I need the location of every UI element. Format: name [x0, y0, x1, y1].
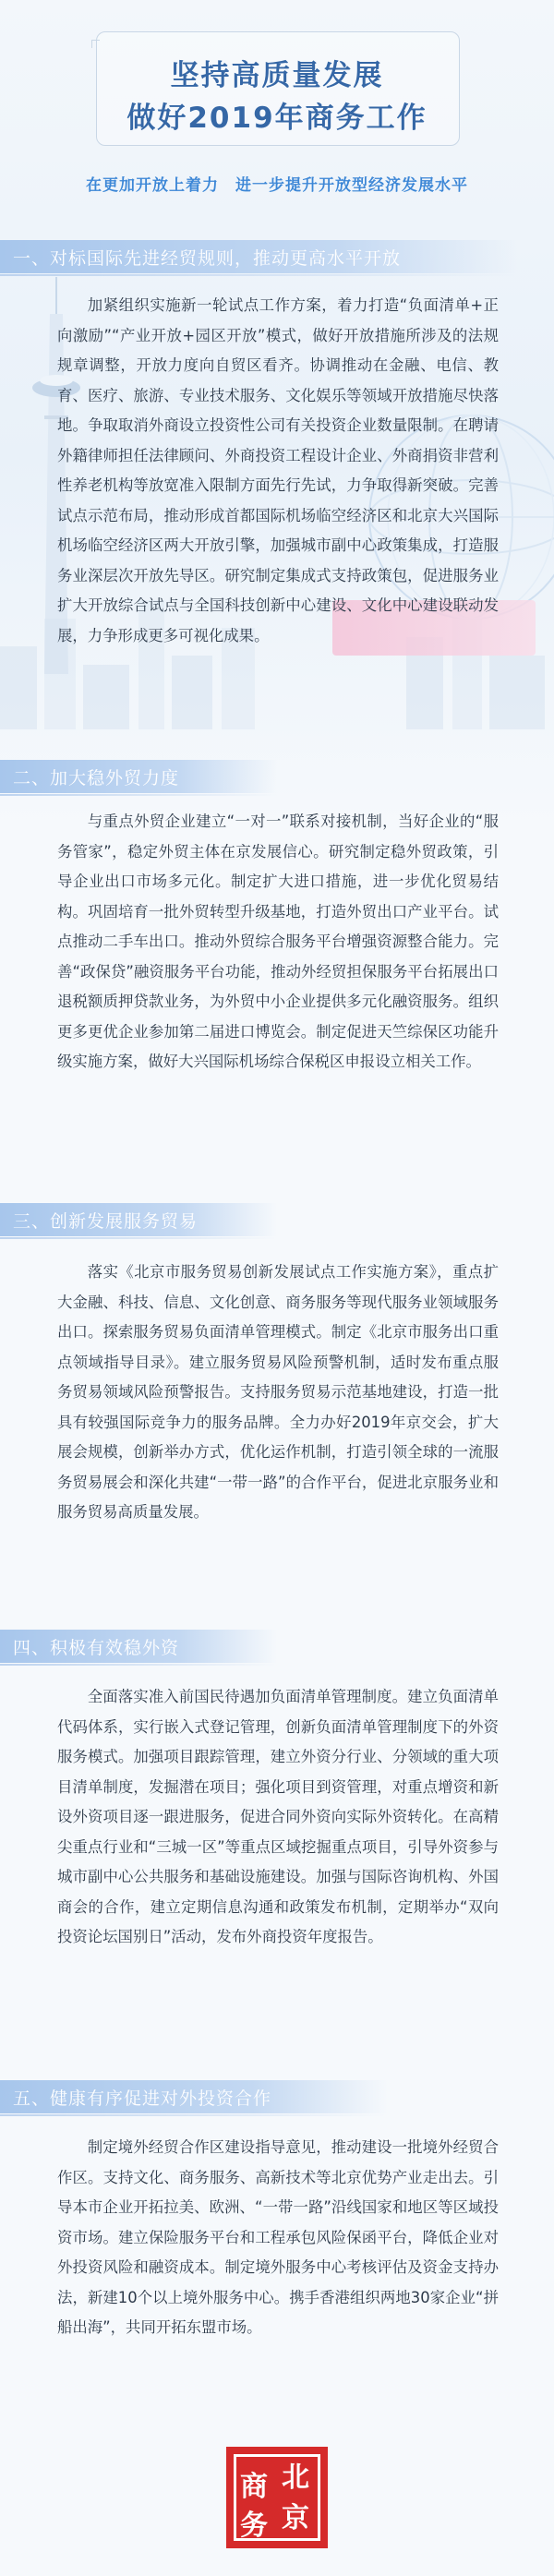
section-heading-4: 四、积极有效稳外资: [0, 1630, 277, 1663]
seal-char-3: 务: [240, 2510, 268, 2542]
seal-char-2: 北: [282, 2462, 309, 2494]
page-title-line-1: 坚持高质量发展: [170, 59, 384, 92]
section-body-4: 全面落实准入前国民待遇加负面清单管理制度。建立负面清单代码体系，实行嵌入式登记管理，创新负面清单管理制度下的外资服务模式。加强项目跟踪管理，建立外资分行业、分领域的重大项目清单制度，发掘潜在项目；强化项目到资管理，对重点增资和新设外资项目逐一跟进服务，促进合同外资向实际外资转化。在高精尖重点行业和“三城一区”等重点区域挖掘重点项目，引导外资参与城市副中心公共服务和基础设施建设。加强与国际咨询机构、外国商会的合作，建立定期信息沟通和政策发布机制，定期举办“双向投资论坛国别日”活动，发布外商投资年度报告。: [57, 1688, 499, 1945]
section-body-5: 制定境外经贸合作区建设指导意见，推动建设一批境外经贸合作区。支持文化、商务服务、高新技术等北京优势产业走出去。引导本市企业开拓拉美、欧洲、“一带一路”沿线国家和地区等区域投资市场。建立保险服务平台和工程承包风险保函平台，降低企业对外投资风险和融资成本。制定境外服务中心考核评估及资金支持办法，新建10个以上境外服务中心。携手香港组织两地30家企业“拼船出海”，共同开拓东盟市场。: [57, 2138, 499, 2336]
section-heading-1: 一、对标国际先进经贸规则，推动更高水平开放: [0, 240, 517, 273]
section-body-3: 落实《北京市服务贸易创新发展试点工作实施方案》，重点扩大金融、科技、信息、文化创意、商务服务等现代服务业领域服务出口。探索服务贸易负面清单管理模式。制定《北京市服务出口重点领域指导目录》。建立服务贸易风险预警机制，适时发布重点服务贸易领域风险预警报告。支持服务贸易示范基地建设，打造一批具有较强国际竞争力的服务品牌。全力办好2019年京交会，扩大展会规模，创新举办方式，优化运作机制，打造引领全球的一流服务贸易展会和深化共建“一带一路”的合作平台，促进北京服务业和服务贸易高质量发展。: [57, 1263, 499, 1521]
page-title-line-2: 做好2019年商务工作: [126, 102, 428, 135]
page-subtitle: 在更加开放上着力 进一步提升开放型经济发展水平: [86, 176, 468, 195]
section-heading-3: 三、创新发展服务贸易: [0, 1203, 277, 1236]
seal-char-4: 京: [282, 2502, 309, 2534]
section-heading-5: 五、健康有序促进对外投资合作: [0, 2080, 388, 2113]
section-heading-2: 二、加大稳外贸力度: [0, 760, 277, 793]
section-body-2: 与重点外贸企业建立“一对一”联系对接机制，当好企业的“服务管家”，稳定外贸主体在京发展信心。研究制定稳外贸政策，引导企业出口市场多元化。制定扩大进口措施，进一步优化贸易结构。巩固培育一批外贸转型升级基地，打造外贸出口产业平台。试点推动二手车出口。推动外贸综合服务平台增强资源整合能力。完善“政保贷”融资服务平台功能，推动外经贸担保服务平台拓展出口退税额质押贷款业务，为外贸中小企业提供多元化融资服务。组织更多更优企业参加第二届进口博览会。制定促进天竺综保区功能升级实施方案，做好大兴国际机场综合保税区申报设立相关工作。: [57, 813, 499, 1070]
section-body-1: 加紧组织实施新一轮试点工作方案，着力打造“负面清单+正向激励”“产业开放+园区开放”模式，做好开放措施所涉及的法规规章调整，开放力度向自贸区看齐。协调推动在金融、电信、教育、医疗、旅游、专业技术服务、文化娱乐等领域开放措施尽快落地。争取取消外商设立投资性公司有关投资企业数量限制。在聘请外籍律师担任法律顾问、外商投资工程设计企业、外商捐资非营利性养老机构等放宽准入限制方面先行先试，力争取得新突破。完善试点示范布局，推动形成首都国际机场临空经济区和北京大兴国际机场临空经济区两大开放引擎，加强城市副中心政策集成，打造服务业深层次开放先导区。研究制定集成式支持政策包，促进服务业扩大开放综合试点与全国科技创新中心建设、文化中心建设联动发展，力争形成更多可视化成果。: [57, 296, 499, 644]
beijing-commerce-seal: [226, 2447, 328, 2548]
seal-char-1: 商: [240, 2471, 268, 2503]
